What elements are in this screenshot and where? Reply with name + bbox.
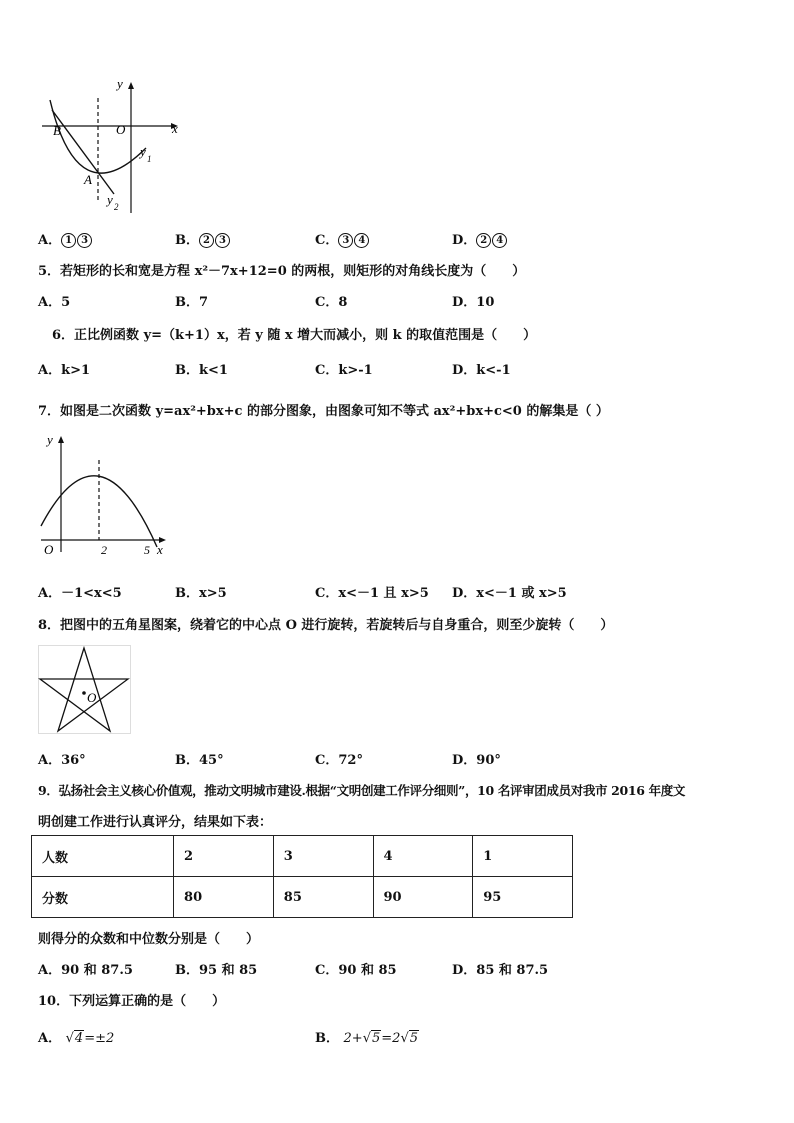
q8-star-figure [38,645,132,735]
q8-option-c[interactable]: C．72° [315,753,363,768]
q5-option-b[interactable]: B．7 [175,295,209,310]
q8-star [40,648,128,731]
q4-label-x: x [172,121,178,136]
q10-question: 10．下列运算正确的是（ ） [38,994,226,1009]
table-cell: 2 [174,836,274,877]
table-cell: 90 [373,877,473,918]
q4-option-d-circle-1: 2 [476,233,491,248]
q7-option-b[interactable]: B．x>5 [175,586,227,601]
q4-option-c[interactable] [315,229,370,248]
q4-option-b[interactable] [175,229,231,248]
q10-option-a-rest: =±2 [84,1031,115,1046]
q9-option-a[interactable]: A．90 和 87.5 [38,963,133,978]
q7-label-o: O [44,542,54,557]
q4-label-y2: y [107,192,113,207]
table-cell: 人数 [32,836,174,877]
q4-label-b: B [53,123,61,138]
sqrt-icon: √ [400,1031,409,1046]
q9-question-line1: 9．弘扬社会主义核心价值观，推动文明城市建设.根据“文明创建工作评分细则”，10 名评审团成员对我市 2016 年度文 [38,783,686,798]
q6-option-d[interactable]: D．k<-1 [452,363,511,378]
q9-option-b[interactable]: B．95 和 85 [175,963,258,978]
q10-option-b-expression [344,1030,420,1046]
q4-option-c-circle-2: 4 [354,233,369,248]
q7-graph [38,430,178,560]
q4-label-o: O [116,122,126,137]
table-cell: 4 [373,836,473,877]
q10-option-a[interactable] [38,1027,114,1046]
q7-label-y: y [47,432,53,447]
table-row [32,877,573,918]
table-row [32,836,573,877]
q7-y-arrow [58,436,64,443]
q7-option-c[interactable]: C．x<－1 且 x>5 [315,586,429,601]
q10-option-a-expression [66,1030,115,1046]
table-cell: 85 [273,877,373,918]
table-cell: 80 [174,877,274,918]
q4-option-d-key: D． [452,233,477,248]
q7-label-2: 2 [101,543,107,557]
q10-option-b-mid: =2 [381,1031,401,1046]
q9-option-c[interactable]: C．90 和 85 [315,963,397,978]
table-cell: 1 [473,836,573,877]
q4-option-a[interactable] [38,229,93,248]
q8-question: 8．把图中的五角星图案，绕着它的中心点 O 进行旋转，若旋转后与自身重合，则至少旋转（ ） [38,618,614,633]
q4-label-a: A [84,172,92,187]
q4-label-y1: y [140,144,146,159]
sqrt-icon: √ [65,1031,74,1046]
q10-option-b[interactable] [315,1027,419,1046]
q8-option-a[interactable]: A．36° [38,753,86,768]
q7-question: 7．如图是二次函数 y=ax²+bx+c 的部分图象，由图象可知不等式 ax²+bx+c<0 的解集是（ ） [38,404,609,419]
table-cell: 3 [273,836,373,877]
q4-line-y2 [52,110,114,194]
q4-option-b-circle-2: 3 [215,233,230,248]
q4-option-a-circle-1: 1 [61,233,76,248]
q5-question: 5．若矩形的长和宽是方程 x²－7x+12=0 的两根，则矩形的对角线长度为（ ） [38,264,526,279]
q9-option-d[interactable]: D．85 和 87.5 [452,963,549,978]
q6-option-b[interactable]: B．k<1 [175,363,228,378]
q5-option-a[interactable]: A．5 [38,295,71,310]
q10-option-b-radicand: 5 [372,1031,381,1046]
q7-label-5: 5 [144,543,150,557]
q8-center-dot [82,691,86,695]
q6-option-a[interactable]: A．k>1 [38,363,91,378]
q8-label-o: O [87,690,97,705]
q5-option-d[interactable]: D．10 [452,295,495,310]
q5-option-c[interactable]: C．8 [315,295,348,310]
q8-option-d[interactable]: D．90° [452,753,501,768]
sqrt-icon: √ [362,1031,371,1046]
q9-question-line2: 明创建工作进行认真评分，结果如下表： [38,815,273,830]
q10-option-b-key: B． [315,1031,339,1046]
q4-option-a-key: A． [38,233,62,248]
q6-question: 6．正比例函数 y=（k+1）x，若 y 随 x 增大而减小，则 k 的取值范围是（ ） [52,328,537,343]
q8-figure-frame [39,646,131,734]
q4-graph [38,76,188,216]
q4-label-y2-sub: 2 [114,202,119,212]
q4-option-b-circle-1: 2 [199,233,214,248]
q7-option-d[interactable]: D．x<－1 或 x>5 [452,586,567,601]
q6-option-c[interactable]: C．k>-1 [315,363,373,378]
q4-option-c-key: C． [315,233,339,248]
q10-option-b-radicand-2: 5 [409,1031,419,1046]
q7-label-x: x [157,542,163,557]
q10-option-a-radicand: 4 [74,1031,84,1046]
q4-option-c-circle-1: 3 [338,233,353,248]
q8-option-b[interactable]: B．45° [175,753,224,768]
q10-option-b-pre: 2+ [343,1031,363,1046]
table-cell: 95 [473,877,573,918]
q4-option-a-circle-2: 3 [77,233,92,248]
q4-option-d-circle-2: 4 [492,233,507,248]
q4-option-d[interactable] [452,229,508,248]
q4-y-arrow [128,82,134,89]
q4-option-b-key: B． [175,233,199,248]
q9-score-table [31,835,573,918]
q4-label-y: y [117,76,123,91]
q4-label-y1-sub: 1 [147,154,152,164]
q9-subquestion: 则得分的众数和中位数分别是（ ） [38,932,260,947]
q7-option-a[interactable]: A．－1<x<5 [38,586,122,601]
table-cell: 分数 [32,877,174,918]
q10-option-a-key: A． [38,1031,62,1046]
